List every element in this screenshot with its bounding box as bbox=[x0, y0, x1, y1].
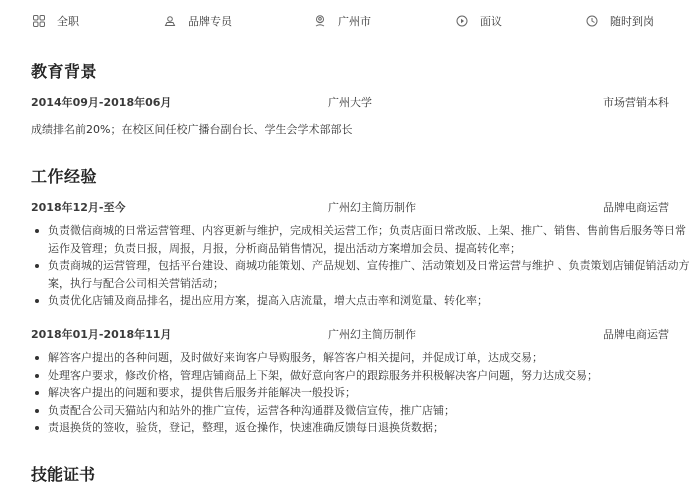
list-item: 处理客户要求，修改价格，管理店铺商品上下架，做好意向客户的跟踪服务并积极解决客户问题，努力达成交易； bbox=[48, 367, 693, 385]
section-title-education: 教育背景 bbox=[31, 62, 98, 81]
work-entry-header bbox=[31, 326, 669, 344]
list-item: 负责微信商城的日常运营管理、内容更新与维护，完成相关运营工作；负责店面日常改版、上架、推广、销售、售前售后服务等日常运作及管理；负责日报，周报，月报，分析商品销售情况，提出活动方案增加会员、提高转化率； bbox=[48, 222, 693, 257]
info-label: 广州市 bbox=[338, 15, 371, 28]
info-job-type bbox=[33, 10, 79, 32]
info-salary bbox=[456, 10, 502, 32]
list-item: 负责商城的运营管理，包括平台建设、商城功能策划、产品规划、宣传推广、活动策划及日常运营与维护 、负责策划店铺促销活动方案，执行与配合公司相关营销活动； bbox=[48, 257, 693, 292]
list-item: 解决客户提出的问题和要求，提供售后服务并能解决一般投诉； bbox=[48, 384, 693, 402]
play-circle-icon bbox=[456, 15, 468, 27]
grid-icon bbox=[33, 15, 45, 27]
person-icon bbox=[164, 15, 176, 27]
work-bullet-list bbox=[31, 222, 693, 310]
work-date: 2018年12月-至今 bbox=[31, 201, 126, 214]
education-description: 成绩排名前20%；在校区间任校广播台副台长、学生会学术部部长 bbox=[31, 123, 353, 136]
work-position: 品牌电商运营 bbox=[603, 328, 669, 341]
work-position: 品牌电商运营 bbox=[603, 201, 669, 214]
list-item: 负责优化店铺及商品排名，提出应用方案，提高入店流量，增大点击率和浏览量、转化率； bbox=[48, 292, 693, 310]
job-intent-bar bbox=[0, 10, 700, 32]
list-item: 责退换货的签收，验货，登记，整理，返仓操作，快速准确反馈每日退换货数据； bbox=[48, 419, 693, 437]
education-major: 市场营销本科 bbox=[603, 96, 669, 109]
info-label: 品牌专员 bbox=[188, 15, 232, 28]
education-entry-header bbox=[31, 94, 669, 112]
list-item: 负责配合公司天猫站内和站外的推广宣传，运营各种沟通群及微信宣传，推广店铺； bbox=[48, 402, 693, 420]
work-bullet-list bbox=[31, 349, 693, 437]
info-label: 随时到岗 bbox=[610, 15, 654, 28]
info-availability bbox=[586, 10, 654, 32]
info-position bbox=[164, 10, 232, 32]
section-title-work: 工作经验 bbox=[31, 167, 98, 186]
work-date: 2018年01月-2018年11月 bbox=[31, 328, 172, 341]
clock-icon bbox=[586, 15, 598, 27]
info-city bbox=[314, 10, 371, 32]
work-entry-header bbox=[31, 199, 669, 217]
list-item: 解答客户提出的各种问题，及时做好来询客户导购服务，解答客户相关提问，并促成订单，达成交易； bbox=[48, 349, 693, 367]
info-label: 面议 bbox=[480, 15, 502, 28]
education-date: 2014年09月-2018年06月 bbox=[31, 96, 172, 109]
work-company: 广州幻主简历制作 bbox=[328, 328, 416, 341]
location-person-icon bbox=[314, 15, 326, 27]
section-title-next: 技能证书 bbox=[31, 465, 96, 484]
info-label: 全职 bbox=[57, 15, 79, 28]
work-company: 广州幻主简历制作 bbox=[328, 201, 416, 214]
education-school: 广州大学 bbox=[328, 96, 372, 109]
